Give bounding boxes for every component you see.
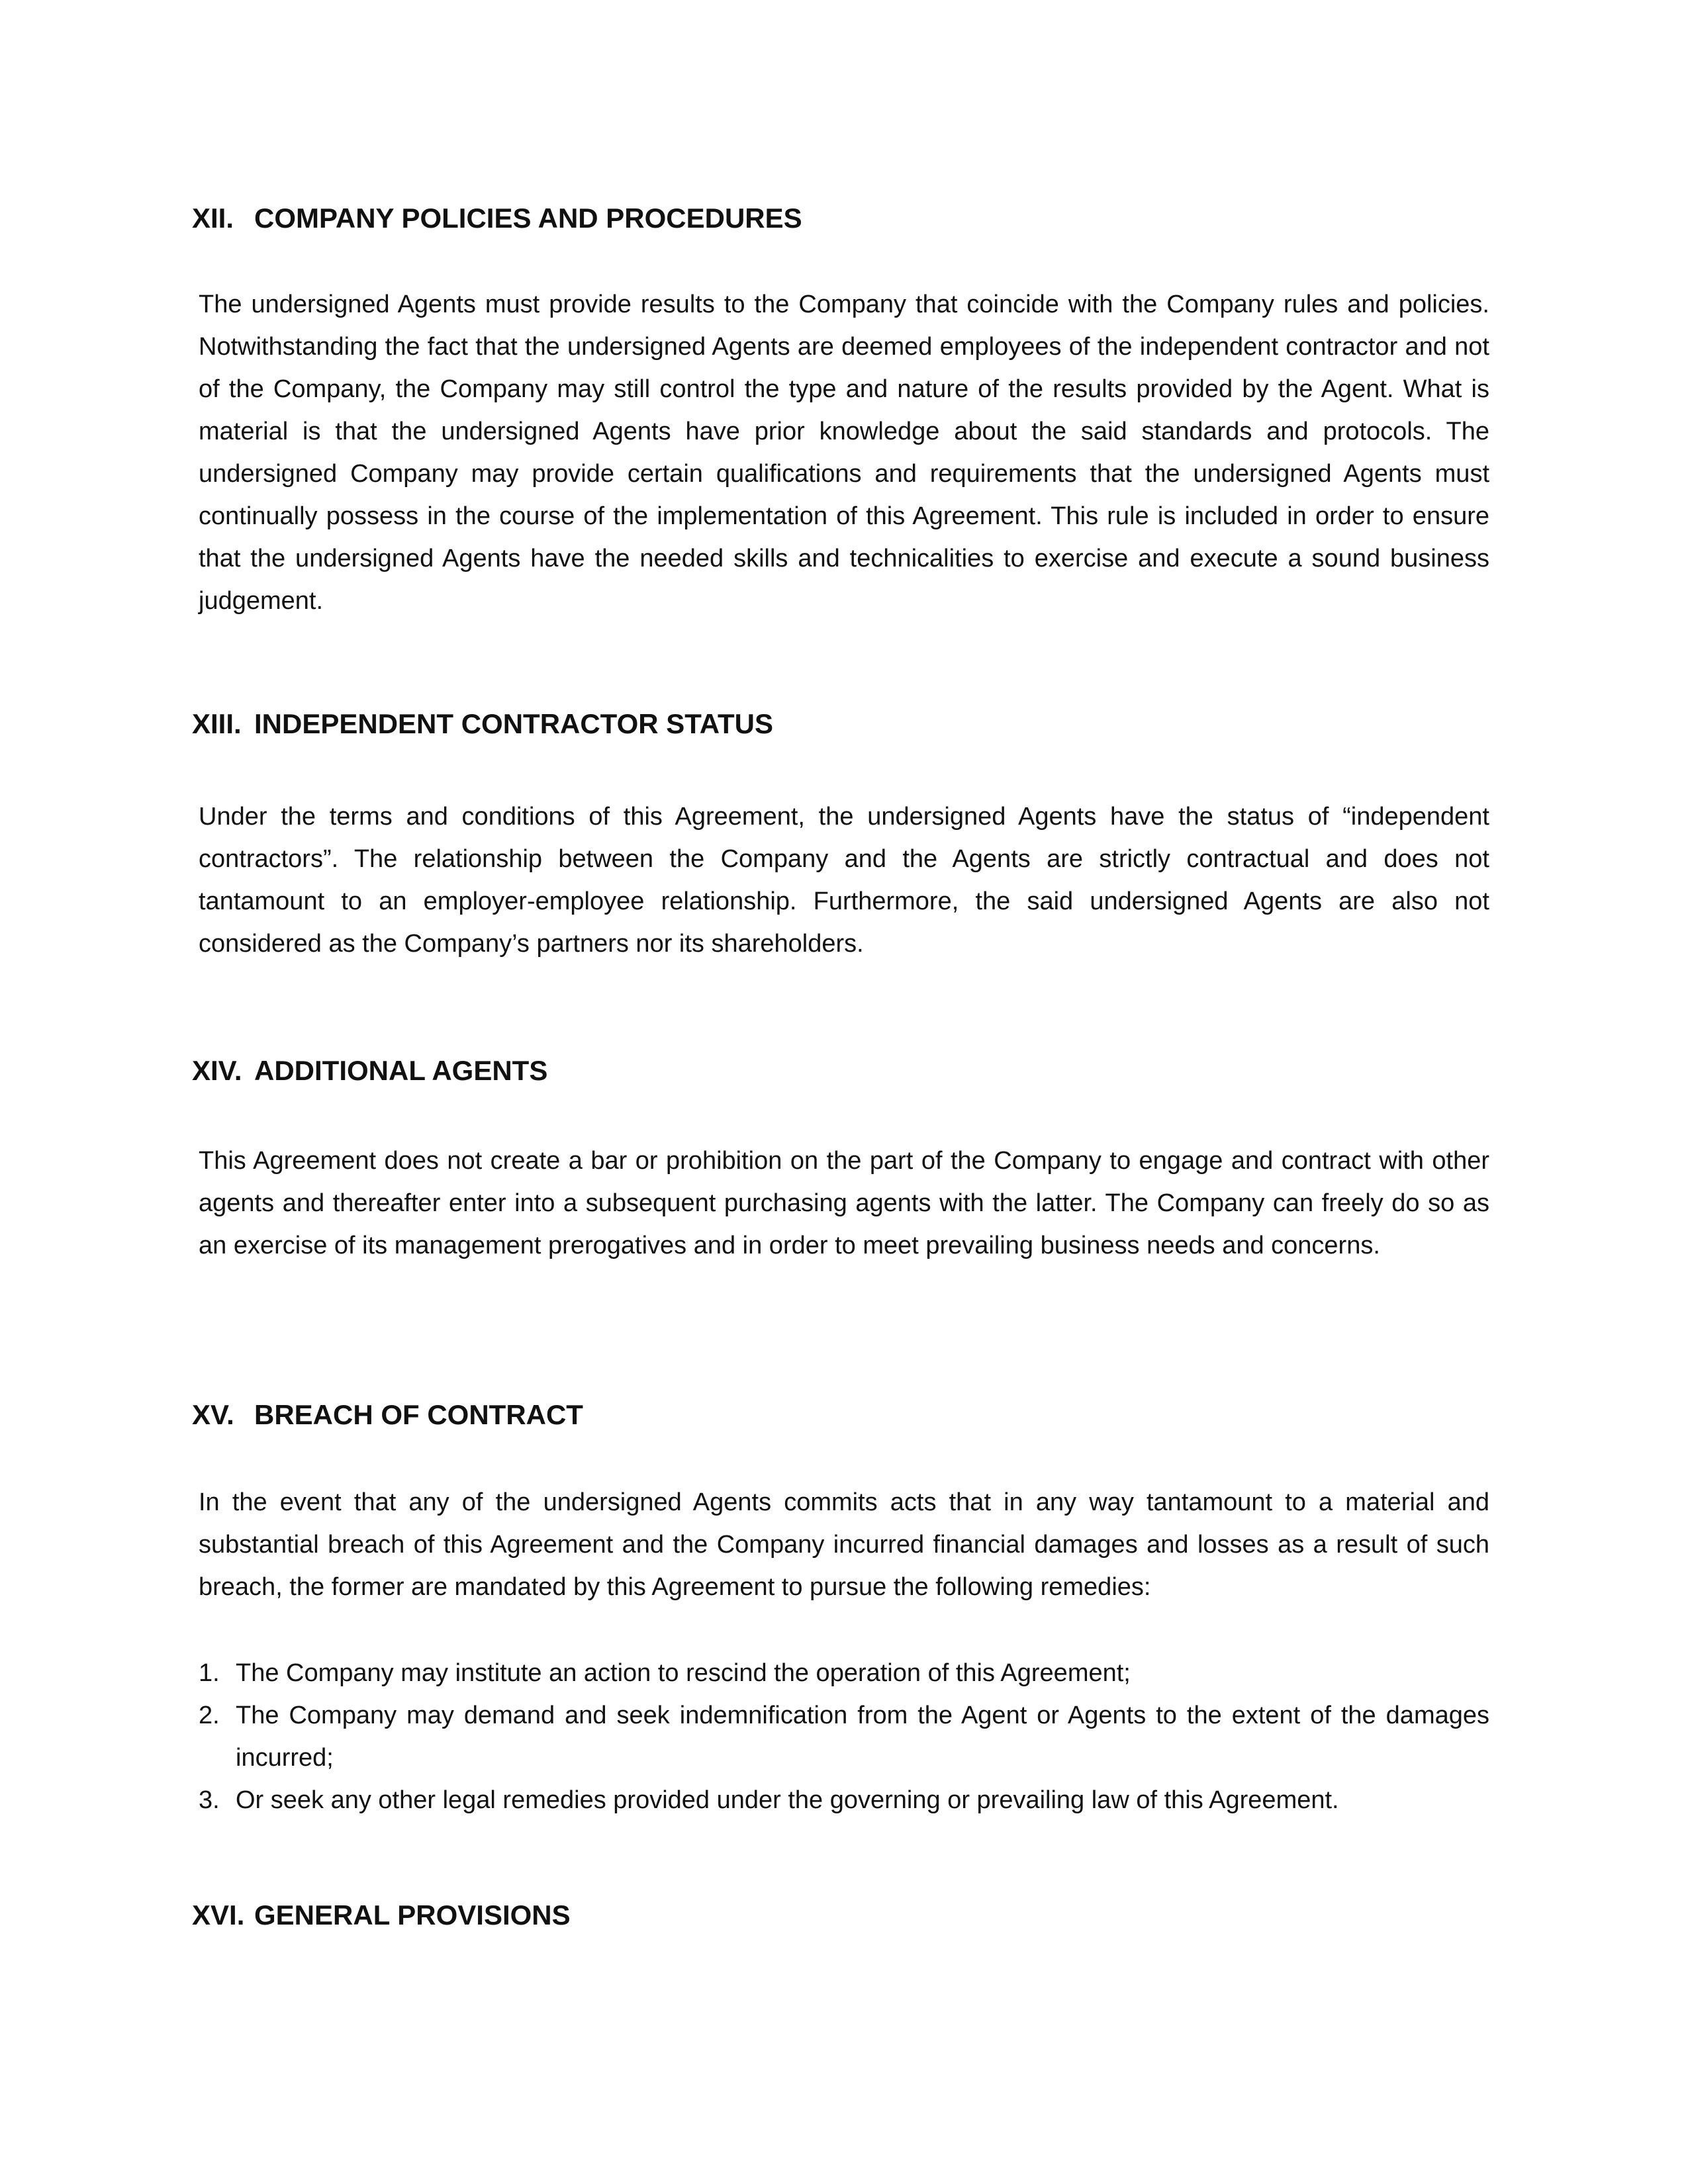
section-title: COMPANY POLICIES AND PROCEDURES: [254, 203, 802, 234]
section-number: XIII.: [192, 708, 242, 739]
section-body-xiv: This Agreement does not create a bar or prohibition on the part of the Company to engage and contract with other agents and thereafter enter into a subsequent purchasing agents with the latter. The Company can freely do so as an exercise of its management prerogatives and in order to meet prevailing business needs and concerns.: [199, 1147, 1489, 1259]
list-item: [199, 1652, 1489, 1694]
section-title: BREACH OF CONTRACT: [254, 1399, 583, 1430]
section-title: GENERAL PROVISIONS: [254, 1899, 571, 1931]
section-heading-xiv: [192, 1052, 1503, 1089]
section-number: XII.: [192, 203, 234, 234]
list-item: [199, 1779, 1489, 1821]
section-heading-xii: [192, 200, 1503, 237]
section-body-xii: The undersigned Agents must provide results to the Company that coincide with the Company rules and policies. Notwithstanding the fact that the undersigned Agents are deemed employees of the independent contractor and not of the Company, the Company may still control the type and nature of the results provided by the Agent. What is material is that the undersigned Agents have prior knowledge about the said standards and protocols. The undersigned Company may provide certain qualifications and requirements that the undersigned Agents must continually possess in the course of the implementation of this Agreement. This rule is included in order to ensure that the undersigned Agents have the needed skills and technicalities to exercise and execute a sound business judgement.: [199, 291, 1489, 615]
list-marker: 1.: [199, 1659, 220, 1687]
section-number: XV.: [192, 1399, 234, 1430]
section-number: XVI.: [192, 1899, 245, 1931]
list-marker: 2.: [199, 1702, 220, 1729]
section-body-xiii: Under the terms and conditions of this Agreement, the undersigned Agents have the status of “independent contractors”. The relationship between the Company and the Agents are strictly contractual and does not tantamount to an employer-employee relationship. Furthermore, the said undersigned Agents are also not considered as the Company’s partners nor its shareholders.: [199, 803, 1489, 958]
list-marker: 3.: [199, 1786, 220, 1814]
section-body-xv: In the event that any of the undersigned Agents commits acts that in any way tantamount to a material and substantial breach of this Agreement and the Company incurred financial damages and losses as a result of such breach, the former are mandated by this Agreement to pursue the following remedies:: [199, 1488, 1489, 1601]
section-title: INDEPENDENT CONTRACTOR STATUS: [254, 708, 774, 739]
section-heading-xv: [192, 1396, 1503, 1433]
list-item-text: The Company may institute an action to rescind the operation of this Agreement;: [236, 1659, 1131, 1687]
section-number: XIV.: [192, 1055, 242, 1086]
section-title: ADDITIONAL AGENTS: [254, 1055, 548, 1086]
section-heading-xvi: [192, 1897, 1503, 1934]
list-item-text: Or seek any other legal remedies provided under the governing or prevailing law of this Agreement.: [236, 1786, 1339, 1814]
section-heading-xiii: [192, 705, 1503, 743]
list-item-text: The Company may demand and seek indemnification from the Agent or Agents to the extent of the damages incurred;: [236, 1702, 1489, 1772]
remedies-list: [199, 1652, 1489, 1821]
list-item: [199, 1694, 1489, 1779]
